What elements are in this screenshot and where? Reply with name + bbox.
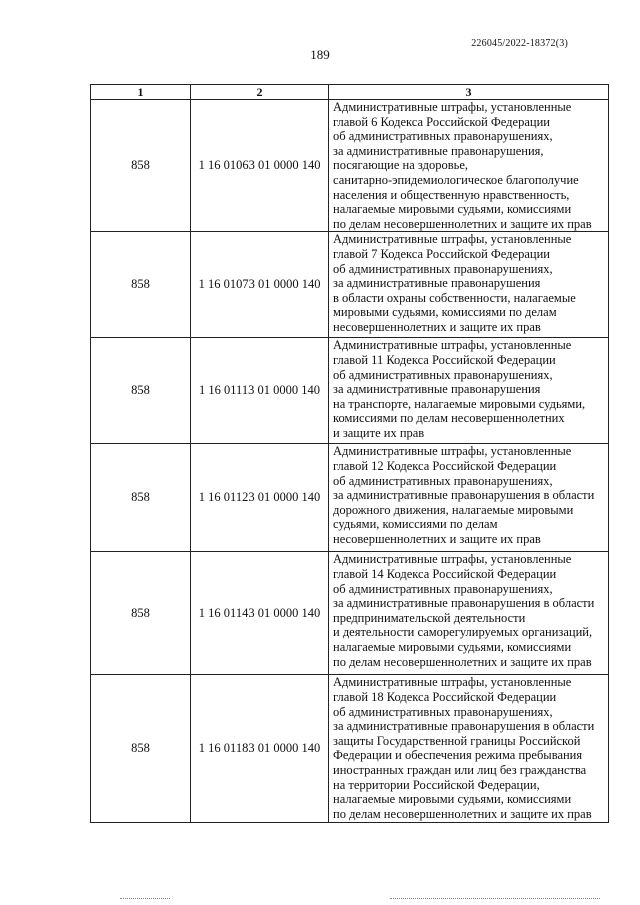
admin-code-cell: 858 [91, 100, 191, 232]
admin-code-cell: 858 [91, 552, 191, 675]
description-line: Административные штрафы, установленные [333, 675, 572, 690]
description-line: и деятельности саморегулируемых организаций, [333, 625, 593, 640]
budget-codes-table [90, 84, 609, 823]
description-line: санитарно-эпидемиологическое благополучие [333, 172, 579, 187]
budget-code-cell: 1 16 01113 01 0000 140 [191, 338, 329, 444]
column-header-1: 1 [91, 85, 191, 100]
description-cell [329, 338, 609, 444]
description-line: Административные штрафы, установленные [333, 338, 572, 353]
description-line: на транспорте, налагаемые мировыми судьями, [333, 396, 586, 411]
description-line: налагаемые мировыми судьями, комиссиями [333, 792, 572, 807]
description-line: налагаемые мировыми судьями, комиссиями [333, 202, 572, 217]
admin-code-cell: 858 [91, 232, 191, 338]
description-line: населения и общественную нравственность, [333, 187, 570, 202]
description-line: об административных правонарушениях, [333, 473, 553, 488]
table-row [91, 675, 609, 823]
description-line: за административные правонарушения, [333, 143, 544, 158]
budget-code-cell: 1 16 01183 01 0000 140 [191, 675, 329, 823]
table-header-row [91, 85, 609, 100]
description-line: главой 11 Кодекса Российской Федерации [333, 352, 556, 367]
description-line: Административные штрафы, установленные [333, 444, 572, 459]
description-line: мировыми судьями, комиссиями по делам [333, 305, 557, 320]
description-line: главой 7 Кодекса Российской Федерации [333, 246, 550, 261]
description-line: иностранных граждан или лиц без гражданства [333, 762, 587, 777]
description-cell [329, 100, 609, 232]
description-cell [329, 675, 609, 823]
description-line: за административные правонарушения [333, 382, 541, 397]
page-number: 189 [310, 47, 330, 62]
column-header-3: 3 [329, 85, 609, 100]
description-line: главой 12 Кодекса Российской Федерации [333, 458, 557, 473]
description-line: в области охраны собственности, налагаемые [333, 290, 576, 305]
description-line: об административных правонарушениях, [333, 581, 553, 596]
description-cell [329, 552, 609, 675]
table-row [91, 444, 609, 552]
admin-code-cell: 858 [91, 338, 191, 444]
description-line: на территории Российской Федерации, [333, 777, 540, 792]
budget-code-cell: 1 16 01073 01 0000 140 [191, 232, 329, 338]
description-line: за административные правонарушения [333, 276, 541, 291]
description-line: Федерации и обеспечения режима пребывания [333, 748, 583, 763]
description-line: несовершеннолетних и защите их прав [333, 319, 541, 334]
table-row [91, 232, 609, 338]
description-line: за административные правонарушения в области [333, 596, 595, 611]
budget-code-cell: 1 16 01123 01 0000 140 [191, 444, 329, 552]
description-line: и защите их прав [333, 425, 425, 440]
description-cell [329, 232, 609, 338]
description-line: дорожного движения, налагаемые мировыми [333, 502, 574, 517]
document-registration-number: 226045/2022-18372(3) [471, 38, 568, 49]
description-line: об административных правонарушениях, [333, 129, 553, 144]
description-line: по делам несовершеннолетних и защите их прав [333, 216, 592, 231]
footer-scan-mark-right [390, 898, 600, 901]
description-line: по делам несовершеннолетних и защите их прав [333, 806, 592, 821]
column-header-2: 2 [191, 85, 329, 100]
description-line: за административные правонарушения в области [333, 488, 595, 503]
description-line: судьями, комиссиями по делам [333, 517, 498, 532]
admin-code-cell: 858 [91, 675, 191, 823]
description-line: об административных правонарушениях, [333, 261, 553, 276]
description-line: за административные правонарушения в области [333, 719, 595, 734]
table-row [91, 338, 609, 444]
table-row [91, 552, 609, 675]
description-line: главой 6 Кодекса Российской Федерации [333, 114, 550, 129]
description-line: по делам несовершеннолетних и защите их прав [333, 654, 592, 669]
description-cell [329, 444, 609, 552]
table-row [91, 100, 609, 232]
description-line: посягающие на здоровье, [333, 158, 469, 173]
description-line: об административных правонарушениях, [333, 367, 553, 382]
description-line: комиссиями по делам несовершеннолетних [333, 411, 565, 426]
description-line: об административных правонарушениях, [333, 704, 553, 719]
description-line: налагаемые мировыми судьями, комиссиями [333, 639, 572, 654]
budget-code-cell: 1 16 01063 01 0000 140 [191, 100, 329, 232]
description-line: предпринимательской деятельности [333, 610, 526, 625]
description-line: Административные штрафы, установленные [333, 100, 572, 114]
description-line: главой 14 Кодекса Российской Федерации [333, 566, 557, 581]
footer-scan-mark-left [120, 898, 170, 901]
description-line: Административные штрафы, установленные [333, 552, 572, 567]
budget-code-cell: 1 16 01143 01 0000 140 [191, 552, 329, 675]
description-line: Административные штрафы, установленные [333, 232, 572, 247]
description-line: защиты Государственной границы Российской [333, 733, 581, 748]
description-line: несовершеннолетних и защите их прав [333, 531, 541, 546]
description-line: главой 18 Кодекса Российской Федерации [333, 689, 557, 704]
admin-code-cell: 858 [91, 444, 191, 552]
